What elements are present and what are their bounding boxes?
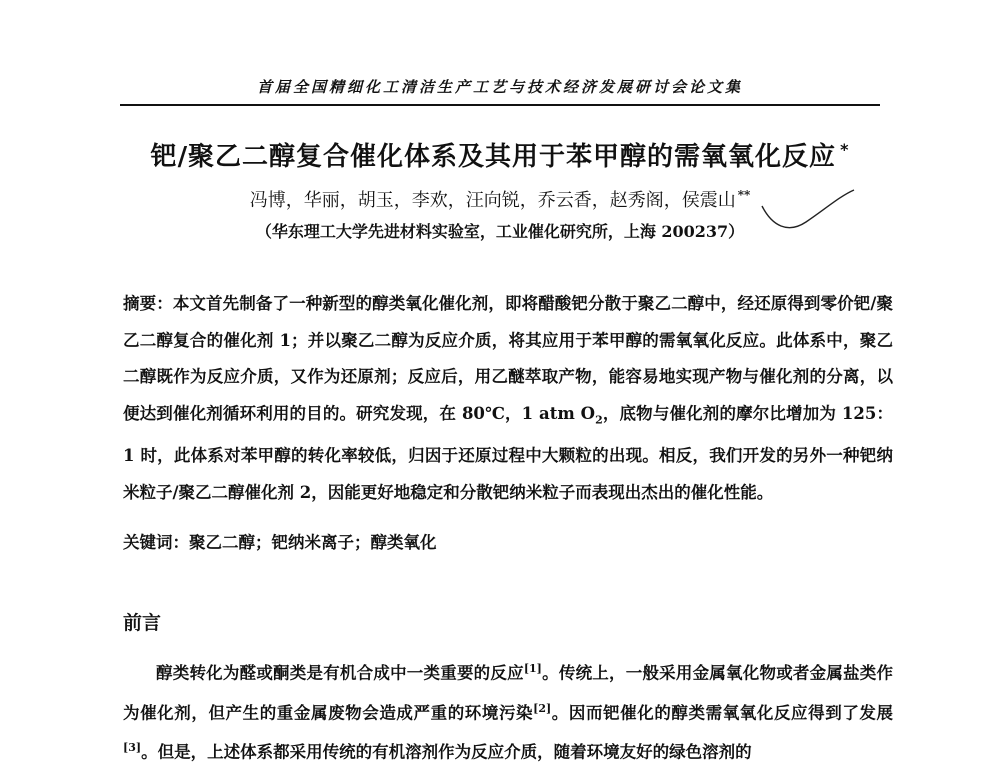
- intro-sentence-3: 。因而钯催化的醇类需氧氧化反应得到了发展: [551, 703, 894, 722]
- citation-ref[interactable]: [1]: [523, 662, 542, 675]
- keywords-label: 关键词：: [123, 533, 189, 552]
- abstract-subscript: 2: [595, 412, 603, 426]
- intro-sentence-2: 。传统上，一般采用金属氧化物或者金属盐类作为催化剂，但产生的重金属废物会造成严重的环境污染: [123, 663, 894, 722]
- paper-title: [120, 136, 880, 173]
- title-text: 钯/聚乙二醇复合催化体系及其用于苯甲醇的需氧氧化反应: [150, 142, 837, 172]
- running-header: 首届全国精细化工清洁生产工艺与技术经济发展研讨会论文集: [256, 78, 743, 96]
- header-rule: [120, 104, 880, 106]
- corresponding-author-mark: **: [737, 188, 751, 202]
- abstract-text-part1: 本文首先制备了一种新型的醇类氧化催化剂，即将醋酸钯分散于聚乙二醇中，经还原得到零价钯/聚乙二醇复合的催化剂 1；并以聚乙二醇为反应介质，将其应用于苯甲醇的需氧氧化反应。此体系中，聚乙二醇既作为反应介质，又作为还原剂；反应后，用乙醚萃取产物，能容易地实现产物与催化剂的分离，以便达到催化剂循环利用的目的。研究发现，在 80℃，1 atm O: [123, 294, 893, 423]
- section-heading-preface: 前言: [123, 612, 162, 634]
- citation-ref[interactable]: [2]: [533, 701, 552, 715]
- affiliation: （华东理工大学先进材料实验室，工业催化研究所，上海 200237）: [255, 222, 745, 241]
- abstract: [123, 286, 893, 511]
- title-footnote-mark: *: [840, 140, 850, 160]
- keywords: [123, 529, 893, 553]
- abstract-text-part2: ，底物与催化剂的摩尔比增加为 125：1 时，此体系对苯甲醇的转化率较低，归因于还原过程中大颗粒的出现。相反，我们开发的另外一种钯纳米粒子/聚乙二醇催化剂 2，因能更好地稳定和分散钯纳米粒子而表现出杰出的催化性能。: [123, 403, 894, 502]
- intro-sentence-4: 。但是，上述体系都采用传统的有机溶剂作为反应介质，随着环境友好的绿色溶剂的: [141, 742, 752, 762]
- keywords-text: 聚乙二醇；钯纳米离子；醇类氧化: [189, 533, 437, 552]
- authors-text: 冯博，华丽，胡玉，李欢，汪向锐，乔云香，赵秀阁，侯震山: [249, 190, 736, 211]
- intro-paragraph: [123, 651, 893, 770]
- intro-sentence-1: 醇类转化为醛或酮类是有机合成中一类重要的反应: [156, 663, 524, 683]
- citation-ref[interactable]: [3]: [123, 741, 142, 754]
- abstract-label: 摘要：: [123, 294, 173, 313]
